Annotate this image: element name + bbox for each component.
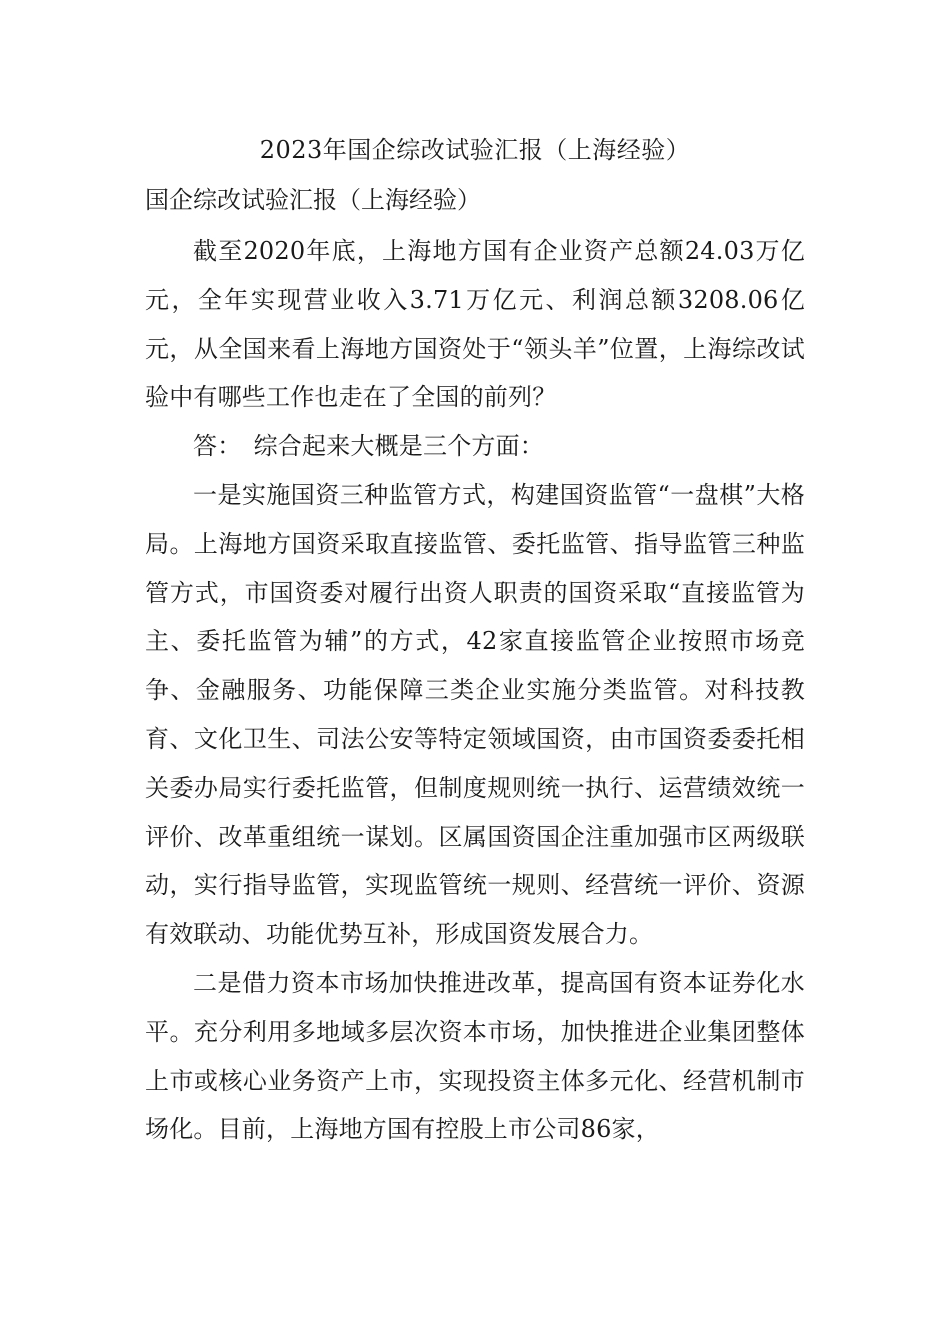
document-title: 2023年国企综改试验汇报（上海经验）	[259, 136, 691, 164]
paragraph-answer-summary: 答： 综合起来大概是三个方面：	[193, 432, 544, 461]
paragraph-point-two: 二是借力资本市场加快推进改革，提高国有资本证券化水平。充分利用多地域多层次资本市场，加快推进企业集团整体上市或核心业务资产上市，实现投资主体多元化、经营机制市场化。目前，上海地方国有控股上市公司86家，	[145, 968, 805, 1144]
paragraph-intro-question: 截至2020年底，上海地方国有企业资产总额24.03万亿元，全年实现营业收入3.71万亿元、利润总额3208.06亿元，从全国来看上海地方国资处于“领头羊”位置，上海综改试验中有哪些工作也走在了全国的前列？	[145, 237, 805, 412]
document-body	[145, 227, 805, 1154]
paragraph-point-one: 一是实施国资三种监管方式，构建国资监管“一盘棋”大格局。上海地方国资采取直接监管、委托监管、指导监管三种监管方式，市国资委对履行出资人职责的国资采取“直接监管为主、委托监管为辅”的方式，42家直接监管企业按照市场竞争、金融服务、功能保障三类企业实施分类监管。对科技教育、文化卫生、司法公安等特定领域国资，由市国资委委托相关委办局实行委托监管，但制度规则统一执行、运营绩效统一评价、改革重组统一谋划。区属国资国企注重加强市区两级联动，实行指导监管，实现监管统一规则、经营统一评价、资源有效联动、功能优势互补，形成国资发展合力。	[145, 480, 805, 949]
document-subtitle: 国企综改试验汇报（上海经验）	[145, 186, 481, 214]
